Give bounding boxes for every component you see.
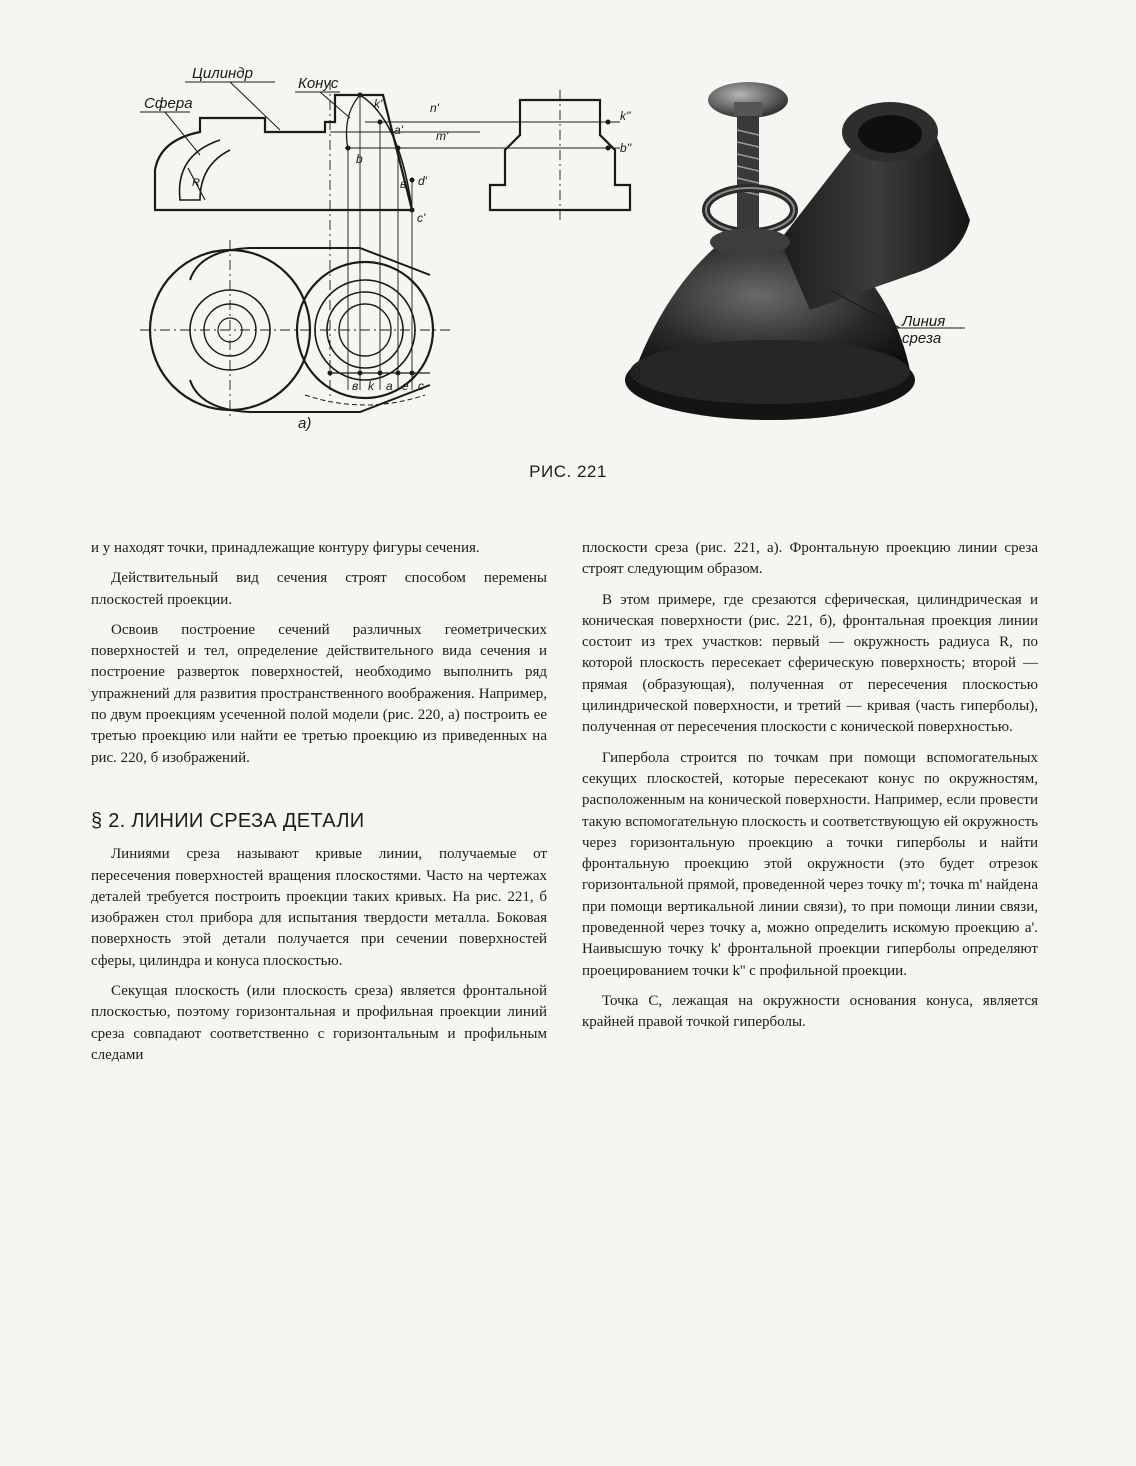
label-d-prime: d' — [418, 174, 427, 188]
cut-line-hyperbola — [360, 95, 412, 210]
paragraph: Освоив построение сечений различных геометрических поверхностей и тел, определение действительного вида сечения и построение разверток поверхностей, необходимо выполнить ряд упражнений для развития пространственного воображения. Например, по двум проекциям усеченной полой модели (рис. 220, а) построить ее третью проекцию или найти ее третью проекцию из приведенных на рис. 220, б изображений. — [91, 621, 547, 766]
figure-graphics — [130, 60, 1010, 460]
paragraph: Гипербола строится по точкам при помощи вспомогательных секущих плоскостей, которые пересекают конус по окружностям, расположенным на конической поверхности. Например, если провести такую вспомогательную плоскость и соответствующую ей окружность через горизонтальную проекцию a точки гиперболы и найти фронтальную проекцию этой окружности (это будет отрезок горизонтальной прямой, проведенной через точку m'; точка m' найдена при помощи вертикальной линии связи), то при помощи линии связи, проведенной через точку a, можно определить искомую проекцию a'. Наивысшую точку k' фронтальной проекции гиперболы определяют проецированием точки k'' с профильной проекции. — [582, 749, 1038, 979]
callout-sphere: Сфера — [144, 95, 193, 112]
label-m-prime: m' — [436, 129, 449, 143]
label-k-double-prime: k'' — [620, 109, 631, 123]
label-v: в — [400, 177, 407, 191]
construction-points — [328, 93, 611, 376]
label-k-prime: k' — [374, 97, 383, 111]
radius-label: R — [192, 177, 200, 189]
label-a-prime: a' — [394, 123, 403, 137]
label-top-a: a — [386, 379, 393, 393]
label-b-double-prime: b'' — [620, 141, 632, 155]
photo-callout-line1: Линия — [902, 313, 946, 330]
figure-221 — [130, 60, 1010, 460]
label-top-k: k — [368, 379, 374, 393]
paragraph: и y находят точки, принадлежащие контуру фигуры сечения. — [91, 540, 480, 556]
callout-cone: Конус — [298, 75, 339, 92]
label-top-c: c — [418, 379, 424, 393]
section-title: § 2. ЛИНИИ СРЕЗА ДЕТАЛИ — [91, 809, 365, 832]
cut-line-circle — [347, 95, 361, 150]
paragraph: Секущая плоскость (или плоскость среза) является фронтальной плоскостью, поэтому горизонтальная и профильная проекции линий среза совпадают соответственно с горизонтальным и профильным следами — [91, 983, 547, 1063]
figure-caption: РИС. 221 — [529, 462, 607, 481]
paragraph: Действительный вид сечения строят способом перемены плоскостей проекции. — [91, 570, 547, 608]
label-n-prime: n' — [430, 101, 439, 115]
paragraph: плоскости среза (рис. 221, а). Фронтальную проекцию линии среза строят следующим образом. — [582, 540, 1038, 578]
photo-sublabel: б) — [628, 365, 642, 382]
sphere-slot — [180, 140, 231, 200]
label-top-e: e — [402, 379, 409, 393]
paragraph: Линиями среза называют кривые линии, получаемые от пересечения поверхностей вращения плоскостями. Часто на чертежах деталей требуется построить проекции таких кривых. На рис. 221, б изображен стол прибора для испытания твердости металла. Боковая поверхность этой детали получается при сечении поверхностей сферы, цилиндра и конуса плоскостью. — [91, 846, 547, 969]
label-top-v: в — [352, 379, 359, 393]
top-view-arm — [190, 248, 430, 280]
front-view-outline — [155, 95, 412, 210]
left-column — [91, 538, 547, 1075]
construction-lines — [330, 80, 620, 400]
drawing-sublabel: а) — [298, 415, 312, 432]
label-c-prime: c' — [417, 211, 426, 225]
technical-drawing — [140, 80, 630, 420]
photo-instrument-table — [625, 82, 970, 420]
callout-cylinder: Цилиндр — [192, 65, 253, 82]
paragraph: В этом примере, где срезаются сферическая, цилиндрическая и коническая поверхности (рис. 221, б), фронтальная проекция линии состоит из трех участков: первый — окружность радиуса R, по которой плоскость пересекает сферическую поверхность; второй — прямая (образующая), полученная от пересечения плоскостью цилиндрической поверхности, и третий — кривая (часть гиперболы), полученная от пересечения плоскости с конической поверхностью. — [582, 591, 1038, 736]
right-column — [582, 538, 1038, 1043]
photo-callout-line2: среза — [902, 330, 942, 347]
paragraph: Точка C, лежащая на окружности основания конуса, является крайней правой точкой гиперболы. — [582, 992, 1038, 1031]
label-b: b — [356, 152, 363, 166]
